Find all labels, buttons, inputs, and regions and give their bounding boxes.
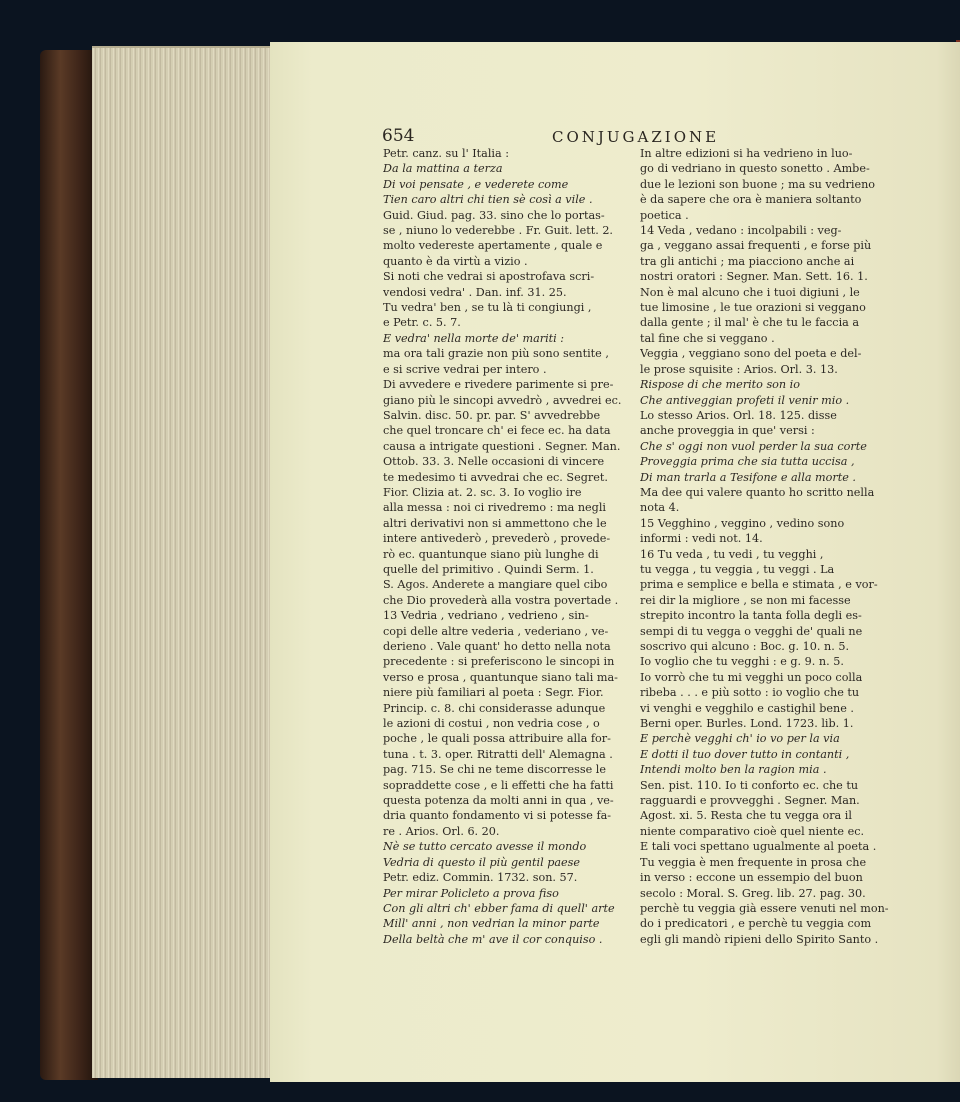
text-line: tu vegga , tu veggia , tu veggi . La [640,562,835,576]
left-column [383,146,633,947]
text-line: ribeba . . . e più sotto : io voglio che tu [640,686,860,700]
right-column [640,146,890,947]
text-line: quanto è da virtù a vizio . [383,254,528,268]
text-line: verso e prosa , quantunque siano tali ma- [383,670,618,684]
text-line: Di man trarla a Tesifone e alla morte . [640,470,856,484]
text-line: strepito incontro la tanta folla degli es- [640,609,862,623]
text-line: Si noti che vedrai si apostrofava scri- [383,270,595,284]
page-number: 654 [382,126,415,146]
text-line: vendosi vedra' . Dan. inf. 31. 25. [383,285,567,299]
text-line: go di vedriano in questo sonetto . Ambe- [640,162,870,176]
text-line: dria quanto fondamento vi si potesse fa- [383,809,612,823]
text-line: ma ora tali grazie non più sono sentite , [383,347,609,361]
text-line: niere più familiari al poeta : Segr. Fior. [383,686,604,700]
text-line: Salvin. disc. 50. pr. par. S' avvedrebbe [383,408,601,422]
text-line: è da sapere che ora è maniera soltanto [640,193,862,207]
text-line: Tien caro altri chi tien sè così a vile . [383,193,593,207]
text-line: le azioni di costui , non vedria cose , o [383,717,600,731]
text-line: in verso : eccone un essempio del buon [640,871,863,885]
text-line: vi venghi e vegghilo e castighil bene . [640,701,854,715]
text-line: alla messa : noi ci rivedremo : ma negli [383,501,606,515]
running-title: CONJUGAZIONE [552,128,720,146]
text-line: egli gli mandò ripieni dello Spirito Santo . [640,932,879,946]
text-line: Ottob. 33. 3. Nelle occasioni di vincere [383,455,605,469]
text-line: 15 Vegghino , veggino , vedino sono [640,516,845,530]
text-line: quelle del primitivo . Quindi Serm. 1. [383,562,594,576]
text-line: 13 Vedria , vedriano , vedrieno , sin- [383,609,589,623]
text-line: Petr. ediz. Commin. 1732. son. 57. [383,871,578,885]
text-line: Non è mal alcuno che i tuoi digiuni , le [640,285,860,299]
text-line: Rispose di che merito son io [640,378,800,392]
text-line: Berni oper. Burles. Lond. 1723. lib. 1. [640,717,854,731]
text-line: anche proveggia in que' versi : [640,424,815,438]
text-line: Io voglio che tu vegghi : e g. 9. n. 5. [640,655,844,669]
text-line: In altre edizioni si ha vedrieno in luo- [640,147,853,160]
text-line: Con gli altri ch' ebber fama di quell' arte [383,901,615,915]
text-line: Io vorrò che tu mi vegghi un poco colla [640,670,863,684]
text-line: Vedria di questo il più gentil paese [383,855,581,869]
text-line: ga , veggano assai frequenti , e forse più [640,239,872,253]
text-line: che quel troncare ch' ei fece ec. ha data [383,424,611,438]
text-line: Tu veggia è men frequente in prosa che [640,855,867,869]
text-line: poche , le quali possa attribuire alla for- [383,732,611,746]
text-line: tuna . t. 3. oper. Ritratti dell' Alemagna . [383,747,613,761]
running-header [382,126,902,148]
text-line: Ma dee qui valere quanto ho scritto nella [640,485,875,499]
text-line: S. Agos. Anderete a mangiare quel cibo [383,578,608,592]
text-line: intere antivederò , prevederò , provede- [383,532,611,546]
text-line: Veggia , veggiano sono del poeta e del- [640,347,862,361]
text-line: Princip. c. 8. chi considerasse adunque [383,701,606,715]
text-line: tal fine che si veggano . [640,331,775,345]
text-line: derieno . Vale quant' ho detto nella nota [383,640,611,653]
text-line: Sen. pist. 110. Io ti conforto ec. che tu [640,778,859,792]
text-line: copi delle altre vederia , vederiano , ve- [383,624,609,638]
text-line: Intendi molto ben la ragion mia . [640,763,827,777]
text-line: Agost. xi. 5. Resta che tu vegga ora il [640,809,852,823]
text-line: Per mirar Policleto a prova fiso [383,886,559,900]
text-line: E tali voci spettano ugualmente al poeta . [640,840,877,854]
text-line: sempi di tu vegga o vegghi de' quali ne [640,624,863,638]
text-line: giano più le sincopi avvedrò , avvedrei ec. [383,393,622,407]
text-line: Nè se tutto cercato avesse il mondo [383,840,587,854]
text-line: Della beltà che m' ave il cor conquiso . [383,932,603,946]
text-line: Guid. Giud. pag. 33. sino che lo portas- [383,208,605,222]
text-line: molto vedereste apertamente , quale e [383,239,603,253]
text-line: Da la mattina a terza [383,162,503,176]
text-line: Di avvedere e rivedere parimente si pre- [383,378,614,392]
text-line: questa potenza da molti anni in qua , ve- [383,794,614,808]
text-line: se , niuno lo vederebbe . Fr. Guit. lett. 2. [383,224,613,238]
text-line: Mill' anni , non vedrian la minor parte [383,917,600,931]
book-spine [40,50,98,1080]
text-line: te medesimo ti avvedrai che ec. Segret. [383,470,608,484]
text-line: pag. 715. Se chi ne teme discorresse le [383,763,606,777]
text-line: do i predicatori , e perchè tu veggia com [640,917,872,931]
text-line: Lo stesso Arios. Orl. 18. 125. disse [640,408,837,422]
text-line: prima e semplice e bella e stimata , e vor- [640,578,878,592]
text-line: E dotti il tuo dover tutto in contanti , [640,747,850,761]
text-line: tra gli antichi ; ma piacciono anche ai [640,254,855,268]
text-line: Che antiveggian profeti il venir mio . [640,393,850,407]
text-line: soscrivo qui alcuno : Boc. g. 10. n. 5. [640,640,850,653]
text-line: precedente : si preferiscono le sincopi in [383,655,615,669]
text-line: rei dir la migliore , se non mi facesse [640,593,851,607]
text-line: poetica . [640,208,689,222]
text-line: rò ec. quantunque siano più lunghe di [383,547,599,561]
text-line: 14 Veda , vedano : incolpabili : veg- [640,224,842,238]
text-line: Petr. canz. su l' Italia : [383,147,509,160]
text-line: che Dio provederà alla vostra povertade . [383,593,619,607]
text-line: informi : vedi not. 14. [640,532,763,546]
text-line: perchè tu veggia già essere venuti nel mon- [640,901,889,915]
text-line: re . Arios. Orl. 6. 20. [383,824,500,838]
text-line: le prose squisite : Arios. Orl. 3. 13. [640,362,838,376]
text-line: Che s' oggi non vuol perder la sua corte [640,439,867,453]
text-line: nota 4. [640,501,680,515]
text-line: E perchè vegghi ch' io vo per la via [640,732,840,746]
text-line: E vedra' nella morte de' mariti : [383,331,565,345]
text-line: ragguardi e provvegghi . Segner. Man. [640,794,860,808]
text-line: secolo : Moral. S. Greg. lib. 27. pag. 30. [640,886,866,900]
text-line: tue limosine , le tue orazioni si veggano [640,301,866,315]
text-line: Di voi pensate , e vederete come [383,177,569,191]
text-line: due le lezioni son buone ; ma su vedrieno [640,177,876,191]
text-line: Proveggia prima che sia tutta uccisa , [640,455,855,469]
text-line: Tu vedra' ben , se tu là ti congiungi , [383,301,592,315]
text-line: e si scrive vedrai per intero . [383,362,547,376]
text-line: causa a intrigate questioni . Segner. Man. [383,439,621,453]
text-line: Fior. Clizia at. 2. sc. 3. Io voglio ire [383,485,582,499]
text-line: altri derivativi non si ammettono che le [383,516,607,530]
page-edges [92,46,270,1078]
text-line: dalla gente ; il mal' è che tu le faccia a [640,316,860,330]
text-line: niente comparativo cioè quel niente ec. [640,824,865,838]
text-line: 16 Tu veda , tu vedi , tu vegghi , [640,547,824,561]
text-line: sopraddette cose , e li effetti che ha fatti [383,778,614,792]
text-line: nostri oratori : Segner. Man. Sett. 16. 1. [640,270,868,284]
text-line: e Petr. c. 5. 7. [383,316,461,330]
